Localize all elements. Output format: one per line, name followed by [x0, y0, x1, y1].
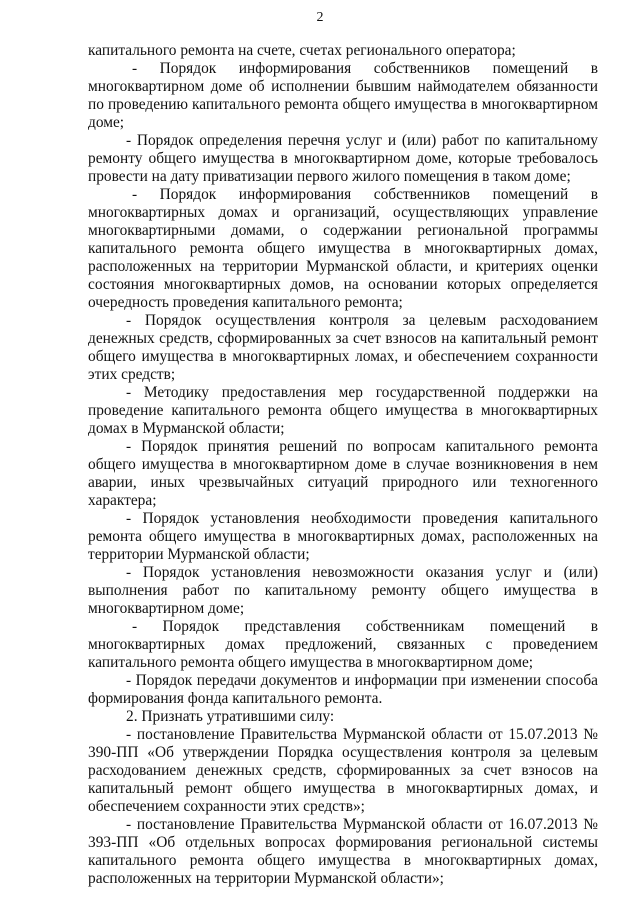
list-item-state-support-methodology: - Методику предоставления мер государственной поддержки на проведение капитального ремонта общего имущества в многоквартирных домах в Мурманской области;	[88, 384, 598, 437]
list-item-informing-regional-program: - Порядок информирования собственников помещений в многоквартирных домах и организаций, осуществляющих управление многоквартирными домами, о содержании региональной программы капитального ремонта общего имущества в многоквартирных домах, расположенных на территории Мурманской области, и критериях оценки состояния многоквартирных домов, на основании которых определяется очередность проведения капитального ремонта;	[88, 186, 598, 311]
list-item-document-transfer: - Порядок передачи документов и информации при изменении способа формирования фонда капитального ремонта.	[88, 672, 598, 707]
repealed-resolution-393: - постановление Правительства Мурманской области от 16.07.2013 № 393-ПП «Об отдельных вопросах формирования региональной системы капитального ремонта общего имущества в многоквартирных домах, расположенных на территории Мурманской области»;	[88, 816, 598, 887]
list-item-services-list-procedure: - Порядок определения перечня услуг и (или) работ по капитальному ремонту общего имущества в многоквартирном доме, которые требовалось провести на дату приватизации первого жилого помещения в таком доме;	[88, 132, 598, 185]
list-item-proposals-to-owners: - Порядок представления собственникам помещений в многоквартирных домах предложений, связанных с проведением капитального ремонта общего имущества в многоквартирном доме;	[88, 618, 598, 671]
list-item-control-procedure: - Порядок осуществления контроля за целевым расходованием денежных средств, сформированных за счет взносов на капитальный ремонт общего имущества в многоквартирных ломах, и обеспечением сохранности этих средств;	[88, 312, 598, 383]
list-item-repair-necessity: - Порядок установления необходимости проведения капитального ремонта общего имущества в многоквартирных домах, расположенных на территории Мурманской области;	[88, 510, 598, 563]
page-number: 2	[316, 10, 324, 25]
list-item-informing-owners-obligation: - Порядок информирования собственников помещений в многоквартирном доме об исполнении бывшим наймодателем обязанности по проведению капитального ремонта общего имущества в многоквартирном доме;	[88, 60, 598, 131]
document-body	[88, 42, 598, 888]
list-item-emergency-decisions: - Порядок принятия решений по вопросам капитального ремонта общего имущества в многоквартирном доме в случае возникновения в нем аварии, иных чрезвычайных ситуаций природного или техногенного характера;	[88, 438, 598, 509]
repealed-resolution-390: - постановление Правительства Мурманской области от 15.07.2013 № 390-ПП «Об утверждении Порядка осуществления контроля за целевым расходованием денежных средств, сформированных за счет взносов на капитальный ремонт общего имущества в многоквартирных домах, и обеспечением сохранности этих средств»;	[88, 726, 598, 815]
section-2-heading: 2. Признать утратившими силу:	[126, 708, 335, 725]
list-item-repair-impossibility: - Порядок установления невозможности оказания услуг и (или) выполнения работ по капитальному ремонту общего имущества в многоквартирном доме;	[88, 564, 598, 617]
paragraph-continuation: капитального ремонта на счете, счетах регионального оператора;	[88, 42, 516, 59]
